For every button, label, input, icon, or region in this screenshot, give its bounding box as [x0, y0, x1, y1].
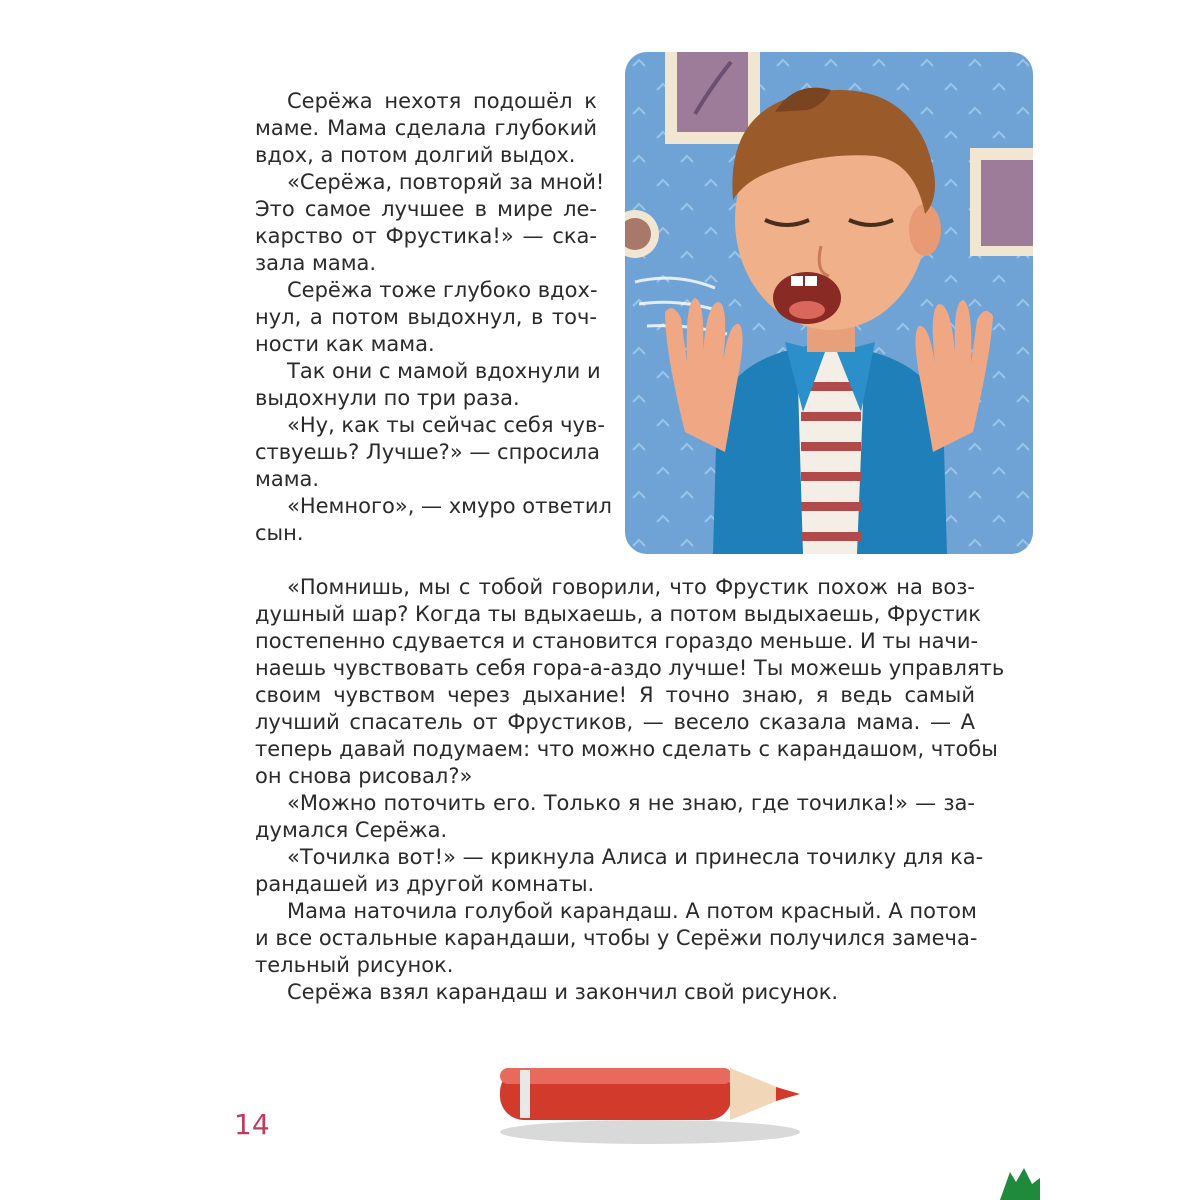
narrow-text-line: Это самое лучшее в мире ле-: [255, 197, 597, 221]
wide-text-line: Серёжа взял карандаш и закончил свой рисунок.: [287, 980, 839, 1004]
narrow-text-line: мама.: [255, 467, 320, 491]
red-pencil-icon: [480, 1050, 810, 1150]
narrow-text-line: Серёжа нехотя подошёл к: [287, 89, 597, 113]
wide-text-line: «Помнишь, мы с тобой говорили, что Фрустик похож на воз-: [287, 575, 975, 599]
boy-breathing-illustration: [625, 52, 1033, 554]
wide-text-line: рандашей из другой комнаты.: [255, 872, 595, 896]
narrow-text-line: нул, а потом выдохнул, в точ-: [255, 305, 597, 329]
narrow-text-line: зала мама.: [255, 251, 377, 275]
wide-text-line: наешь чувствовать себя гора-а-аздо лучше! Ты можешь управлять: [255, 656, 1005, 680]
publisher-corner-mark: [1000, 1168, 1040, 1200]
wide-text-line: он снова рисовал?»: [255, 764, 473, 788]
narrow-text-line: Серёжа тоже глубоко вдох-: [287, 278, 598, 302]
narrow-text-column: [255, 88, 612, 547]
wide-text-line: тельный рисунок.: [255, 953, 454, 977]
wide-text-line: «Точилка вот!» — крикнула Алиса и принесла точилку для ка-: [287, 845, 984, 869]
wide-text-column: [255, 574, 1005, 1006]
wide-text-line: своим чувством через дыхание! Я точно знаю, я ведь самый: [255, 683, 975, 707]
narrow-text-line: ности как мама.: [255, 332, 435, 356]
narrow-text-line: Так они с мамой вдохнули и: [287, 359, 601, 383]
narrow-text-line: «Ну, как ты сейчас себя чув-: [287, 413, 605, 437]
wide-text-line: душный шар? Когда ты вдыхаешь, а потом выдыхаешь, Фрустик: [255, 602, 981, 626]
narrow-text-line: выдохнули по три раза.: [255, 386, 520, 410]
narrow-text-line: «Немного», — хмуро ответил: [287, 494, 612, 518]
wide-text-line: постепенно сдувается и становится гораздо меньше. И ты начи-: [255, 629, 979, 653]
narrow-text-line: вдох, а потом долгий выдох.: [255, 143, 576, 167]
narrow-text-line: маме. Мама сделала глубокий: [255, 116, 597, 140]
wide-text-line: и все остальные карандаши, чтобы у Серёжи получился замеча-: [255, 926, 978, 950]
narrow-text-line: карство от Фрустика!» — ска-: [255, 224, 597, 248]
wide-text-line: Мама наточила голубой карандаш. А потом красный. А потом: [287, 899, 977, 923]
wide-text-line: думался Серёжа.: [255, 818, 448, 842]
page-number: 14: [234, 1108, 270, 1141]
wide-text-line: лучший спасатель от Фрустиков, — весело сказала мама. — А: [255, 710, 975, 734]
narrow-text-line: ствуешь? Лучше?» — спросила: [255, 440, 600, 464]
wide-text-line: теперь давай подумаем: что можно сделать с карандашом, чтобы: [255, 737, 998, 761]
narrow-text-line: сын.: [255, 521, 304, 545]
wide-text-line: «Можно поточить его. Только я не знаю, где точилка!» — за-: [287, 791, 975, 815]
narrow-text-line: «Серёжа, повторяй за мной!: [287, 170, 605, 194]
